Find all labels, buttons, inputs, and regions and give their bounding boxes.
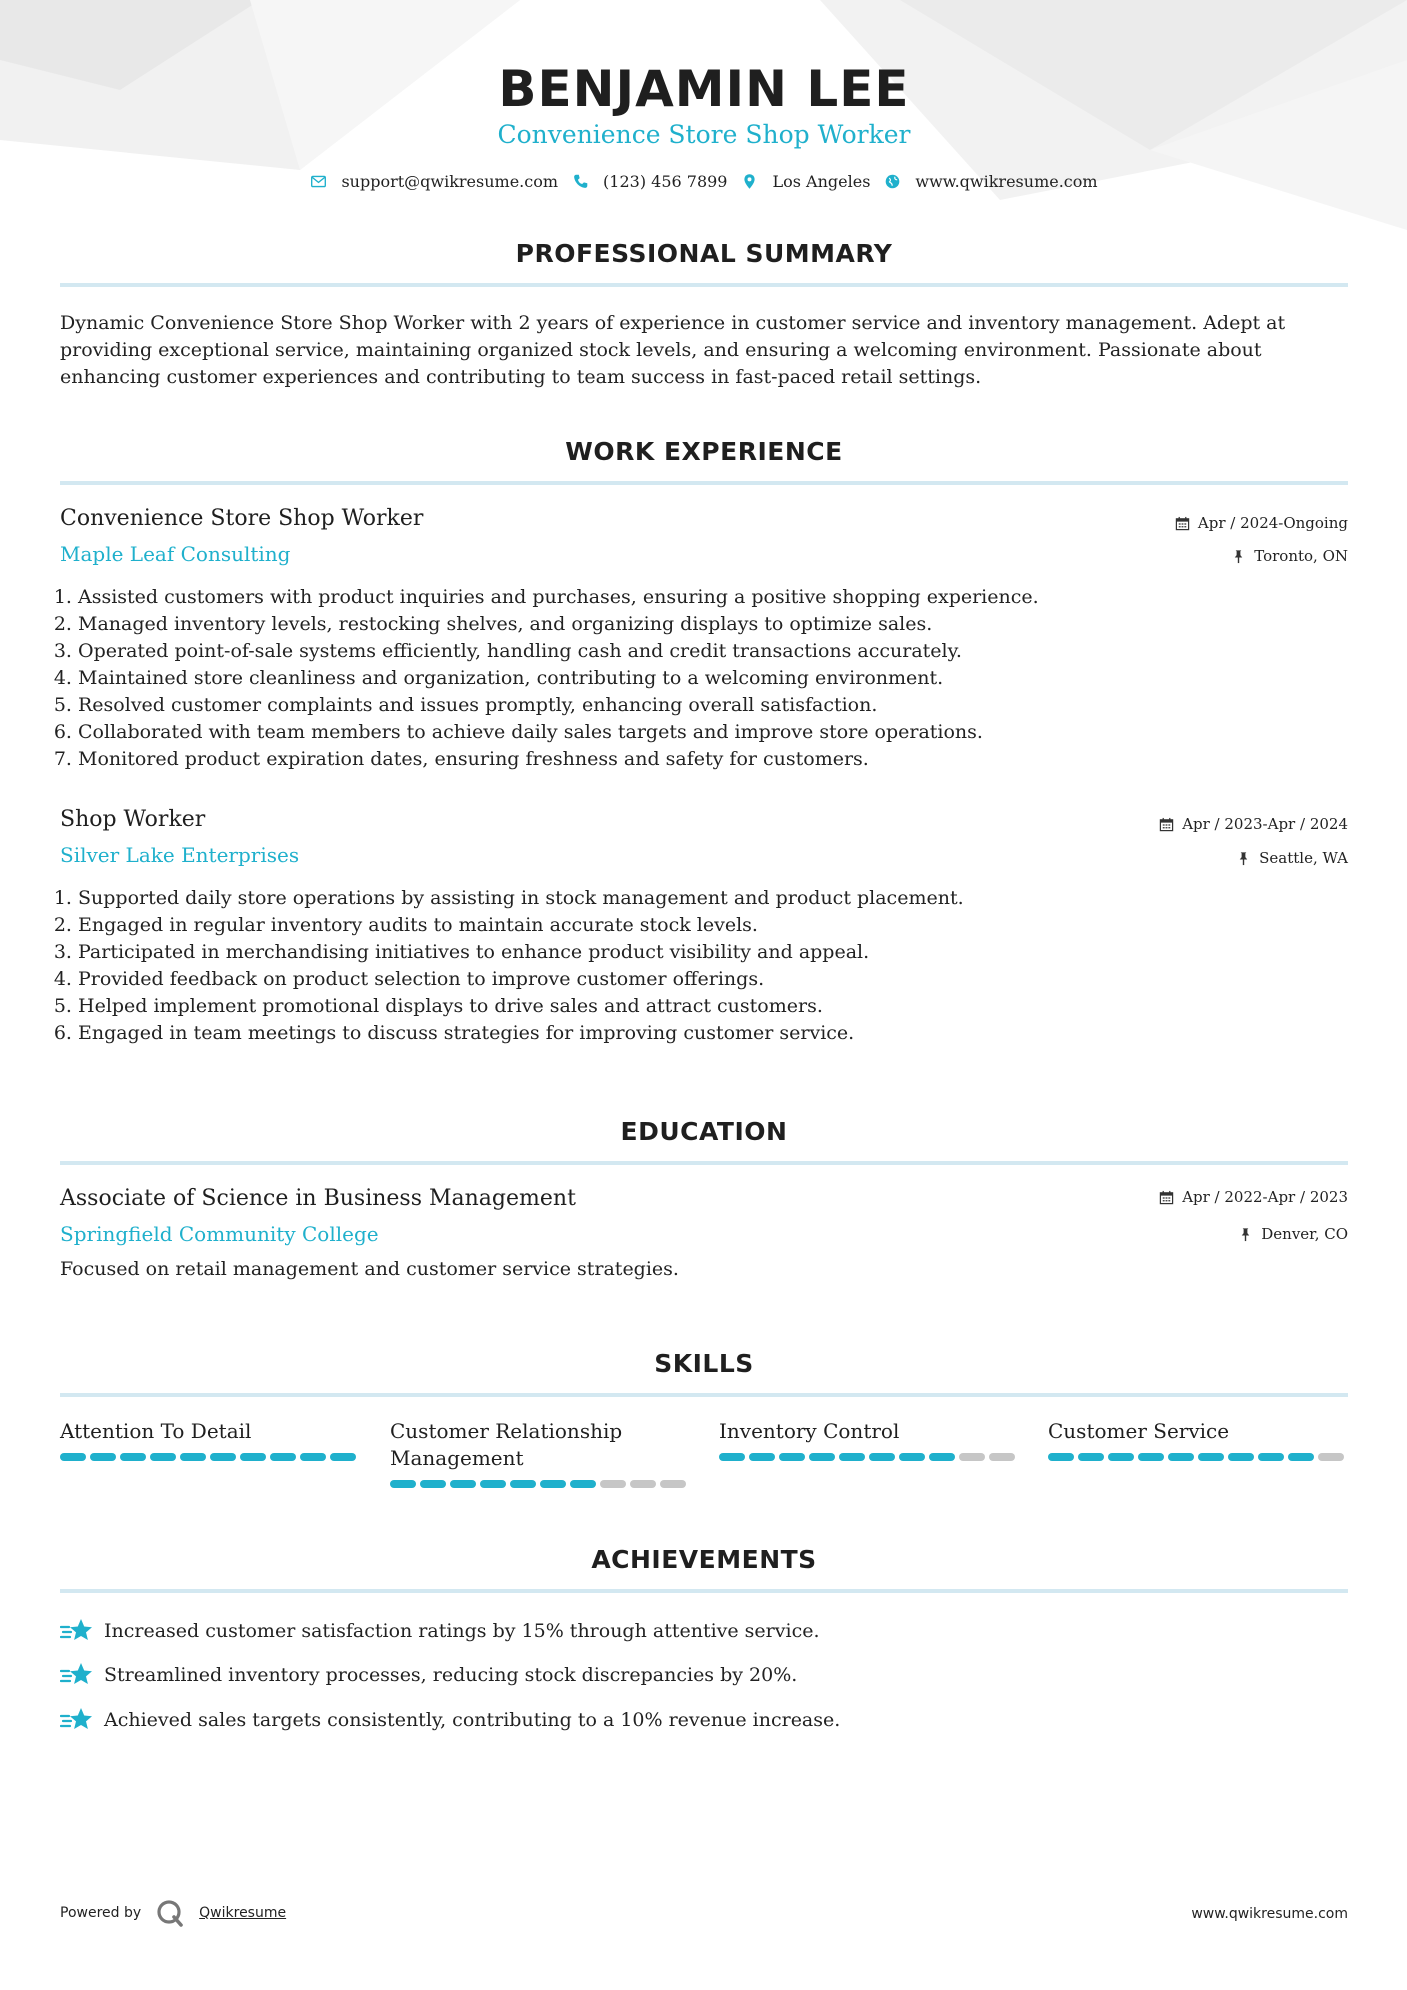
job-bullet: 7. Monitored product expiration dates, ensuring freshness and safety for customers. (78, 746, 1348, 773)
skill-item (60, 1418, 360, 1461)
skill-segment-filled (390, 1480, 416, 1488)
job-company: Silver Lake Enterprises (60, 843, 300, 867)
candidate-name: BENJAMIN LEE (498, 60, 910, 118)
achievement-text: Achieved sales targets consistently, contributing to a 10% revenue increase. (104, 1709, 841, 1731)
skill-segment-filled (839, 1453, 865, 1461)
contact-phone[interactable] (572, 172, 727, 191)
job-role: Shop Worker (60, 807, 206, 832)
skill-segment-filled (120, 1453, 146, 1461)
pushpin-icon (1231, 549, 1246, 564)
skill-segment-filled (1198, 1453, 1224, 1461)
section-divider (60, 283, 1348, 287)
skill-segment-filled (510, 1480, 536, 1488)
section-title-education: EDUCATION (620, 1117, 788, 1146)
section-title-experience: WORK EXPERIENCE (565, 437, 843, 466)
calendar-icon (1159, 1190, 1174, 1205)
qwikresume-link[interactable]: Qwikresume (199, 1905, 287, 1921)
skill-segment-filled (180, 1453, 206, 1461)
footer-powered-by (60, 1898, 286, 1928)
skill-item (390, 1418, 690, 1488)
job-bullet: 6. Engaged in team meetings to discuss strategies for improving customer service. (78, 1020, 1348, 1047)
section-title-skills: SKILLS (654, 1349, 754, 1378)
summary-text: Dynamic Convenience Store Shop Worker with 2 years of experience in customer service and inventory management. Adept at providing exceptional service, maintaining organized stock levels, and ensuring a welcoming environment. Passionate about enhancing customer experiences and contributing to team success in fast-paced retail settings. (60, 312, 1286, 388)
globe-icon (884, 173, 901, 190)
job-bullet: 4. Maintained store cleanliness and organization, contributing to a welcoming environment. (78, 665, 1348, 692)
job-bullet: 2. Engaged in regular inventory audits to maintain accurate stock levels. (78, 912, 1348, 939)
skill-segment-empty (630, 1480, 656, 1488)
skill-item (1048, 1418, 1348, 1461)
job-dates (1159, 815, 1348, 833)
degree: Associate of Science in Business Management (60, 1186, 576, 1211)
skill-segment-empty (600, 1480, 626, 1488)
skill-segment-filled (779, 1453, 805, 1461)
skill-segment-filled (1288, 1453, 1314, 1461)
contact-location (741, 172, 870, 191)
education-dates-text: Apr / 2022-Apr / 2023 (1182, 1188, 1348, 1206)
section-divider (60, 1161, 1348, 1165)
skill-segment-filled (90, 1453, 116, 1461)
skill-segment-filled (570, 1480, 596, 1488)
skill-level-bar (719, 1453, 1019, 1461)
map-pin-icon (741, 173, 758, 190)
skill-segment-empty (660, 1480, 686, 1488)
skill-segment-filled (330, 1453, 356, 1461)
contact-website[interactable] (884, 172, 1097, 191)
job-location-text: Toronto, ON (1254, 547, 1348, 565)
job-role: Convenience Store Shop Worker (60, 506, 424, 531)
skill-segment-filled (420, 1480, 446, 1488)
job-bullet: 1. Assisted customers with product inquiries and purchases, ensuring a positive shopping experience. (78, 584, 1348, 611)
skill-segment-filled (240, 1453, 266, 1461)
job-bullet: 5. Resolved customer complaints and issues promptly, enhancing overall satisfaction. (78, 692, 1348, 719)
skill-segment-filled (929, 1453, 955, 1461)
skill-segment-filled (899, 1453, 925, 1461)
education-dates (1159, 1188, 1348, 1206)
section-divider (60, 1589, 1348, 1593)
education-location (1238, 1225, 1348, 1243)
skill-segment-filled (1108, 1453, 1134, 1461)
skill-segment-empty (959, 1453, 985, 1461)
job-bullet: 4. Provided feedback on product selection to improve customer offerings. (78, 966, 1348, 993)
skill-segment-filled (60, 1453, 86, 1461)
candidate-job-title: Convenience Store Shop Worker (497, 120, 911, 149)
achievement-item (60, 1705, 840, 1735)
pushpin-icon (1236, 851, 1251, 866)
skill-name: Customer Relationship Management (390, 1419, 623, 1470)
calendar-icon (1159, 817, 1174, 832)
phone-icon (572, 173, 589, 190)
skill-segment-filled (869, 1453, 895, 1461)
skill-segment-filled (1258, 1453, 1284, 1461)
contact-email[interactable] (310, 172, 558, 191)
contact-phone-text: (123) 456 7899 (603, 172, 728, 191)
skill-segment-empty (1318, 1453, 1344, 1461)
skill-segment-filled (1168, 1453, 1194, 1461)
skill-segment-filled (1228, 1453, 1254, 1461)
skill-segment-filled (1138, 1453, 1164, 1461)
section-title-achievements: ACHIEVEMENTS (591, 1545, 817, 1574)
calendar-icon (1175, 516, 1190, 531)
job-bullets (60, 885, 1348, 1047)
skill-segment-filled (749, 1453, 775, 1461)
envelope-icon (310, 173, 327, 190)
skill-segment-empty (989, 1453, 1015, 1461)
skill-segment-filled (450, 1480, 476, 1488)
skill-level-bar (60, 1453, 360, 1461)
skill-item (719, 1418, 1019, 1461)
job-bullet: 6. Collaborated with team members to achieve daily sales targets and improve store operations. (78, 719, 1348, 746)
job-dates (1175, 514, 1348, 532)
skill-segment-filled (1078, 1453, 1104, 1461)
section-divider (60, 1393, 1348, 1397)
achievement-text: Streamlined inventory processes, reducing stock discrepancies by 20%. (104, 1664, 798, 1686)
contact-email-text: support@qwikresume.com (341, 172, 559, 191)
skill-segment-filled (1048, 1453, 1074, 1461)
contact-row (60, 172, 1348, 191)
skill-name: Customer Service (1048, 1419, 1230, 1443)
job-location-text: Seattle, WA (1259, 849, 1348, 867)
skill-segment-filled (300, 1453, 326, 1461)
job-dates-text: Apr / 2023-Apr / 2024 (1182, 815, 1348, 833)
achievement-item (60, 1660, 797, 1690)
job-bullet: 5. Helped implement promotional displays to drive sales and attract customers. (78, 993, 1348, 1020)
job-company: Maple Leaf Consulting (60, 542, 291, 566)
skill-segment-filled (719, 1453, 745, 1461)
skill-name: Inventory Control (719, 1419, 900, 1443)
skill-segment-filled (809, 1453, 835, 1461)
footer-website[interactable]: www.qwikresume.com (1191, 1906, 1348, 1922)
section-divider (60, 481, 1348, 485)
shooting-star-icon (60, 1705, 94, 1735)
skill-level-bar (390, 1480, 690, 1488)
job-location (1231, 547, 1348, 565)
pushpin-icon (1238, 1227, 1253, 1242)
shooting-star-icon (60, 1660, 94, 1690)
education-description: Focused on retail management and customer service strategies. (60, 1258, 679, 1280)
skill-segment-filled (270, 1453, 296, 1461)
job-bullet: 3. Operated point-of-sale systems efficiently, handling cash and credit transactions accurately. (78, 638, 1348, 665)
skill-level-bar (1048, 1453, 1348, 1461)
job-dates-text: Apr / 2024-Ongoing (1197, 514, 1348, 532)
contact-location-text: Los Angeles (772, 172, 871, 191)
powered-by-label: Powered by (60, 1905, 142, 1921)
skill-name: Attention To Detail (60, 1419, 252, 1443)
achievement-item (60, 1616, 820, 1646)
skill-segment-filled (480, 1480, 506, 1488)
skill-segment-filled (540, 1480, 566, 1488)
section-title-summary: PROFESSIONAL SUMMARY (515, 239, 893, 268)
job-bullet: 3. Participated in merchandising initiatives to enhance product visibility and appeal. (78, 939, 1348, 966)
achievement-text: Increased customer satisfaction ratings by 15% through attentive service. (104, 1620, 820, 1642)
skill-segment-filled (150, 1453, 176, 1461)
job-bullets (60, 584, 1348, 773)
skill-segment-filled (210, 1453, 236, 1461)
job-bullet: 2. Managed inventory levels, restocking shelves, and organizing displays to optimize sales. (78, 611, 1348, 638)
shooting-star-icon (60, 1616, 94, 1646)
school: Springfield Community College (60, 1222, 379, 1246)
qwikresume-logo-icon (155, 1898, 185, 1928)
job-bullet: 1. Supported daily store operations by assisting in stock management and product placement. (78, 885, 1348, 912)
job-location (1236, 849, 1348, 867)
contact-website-text: www.qwikresume.com (915, 172, 1098, 191)
education-location-text: Denver, CO (1261, 1225, 1348, 1243)
